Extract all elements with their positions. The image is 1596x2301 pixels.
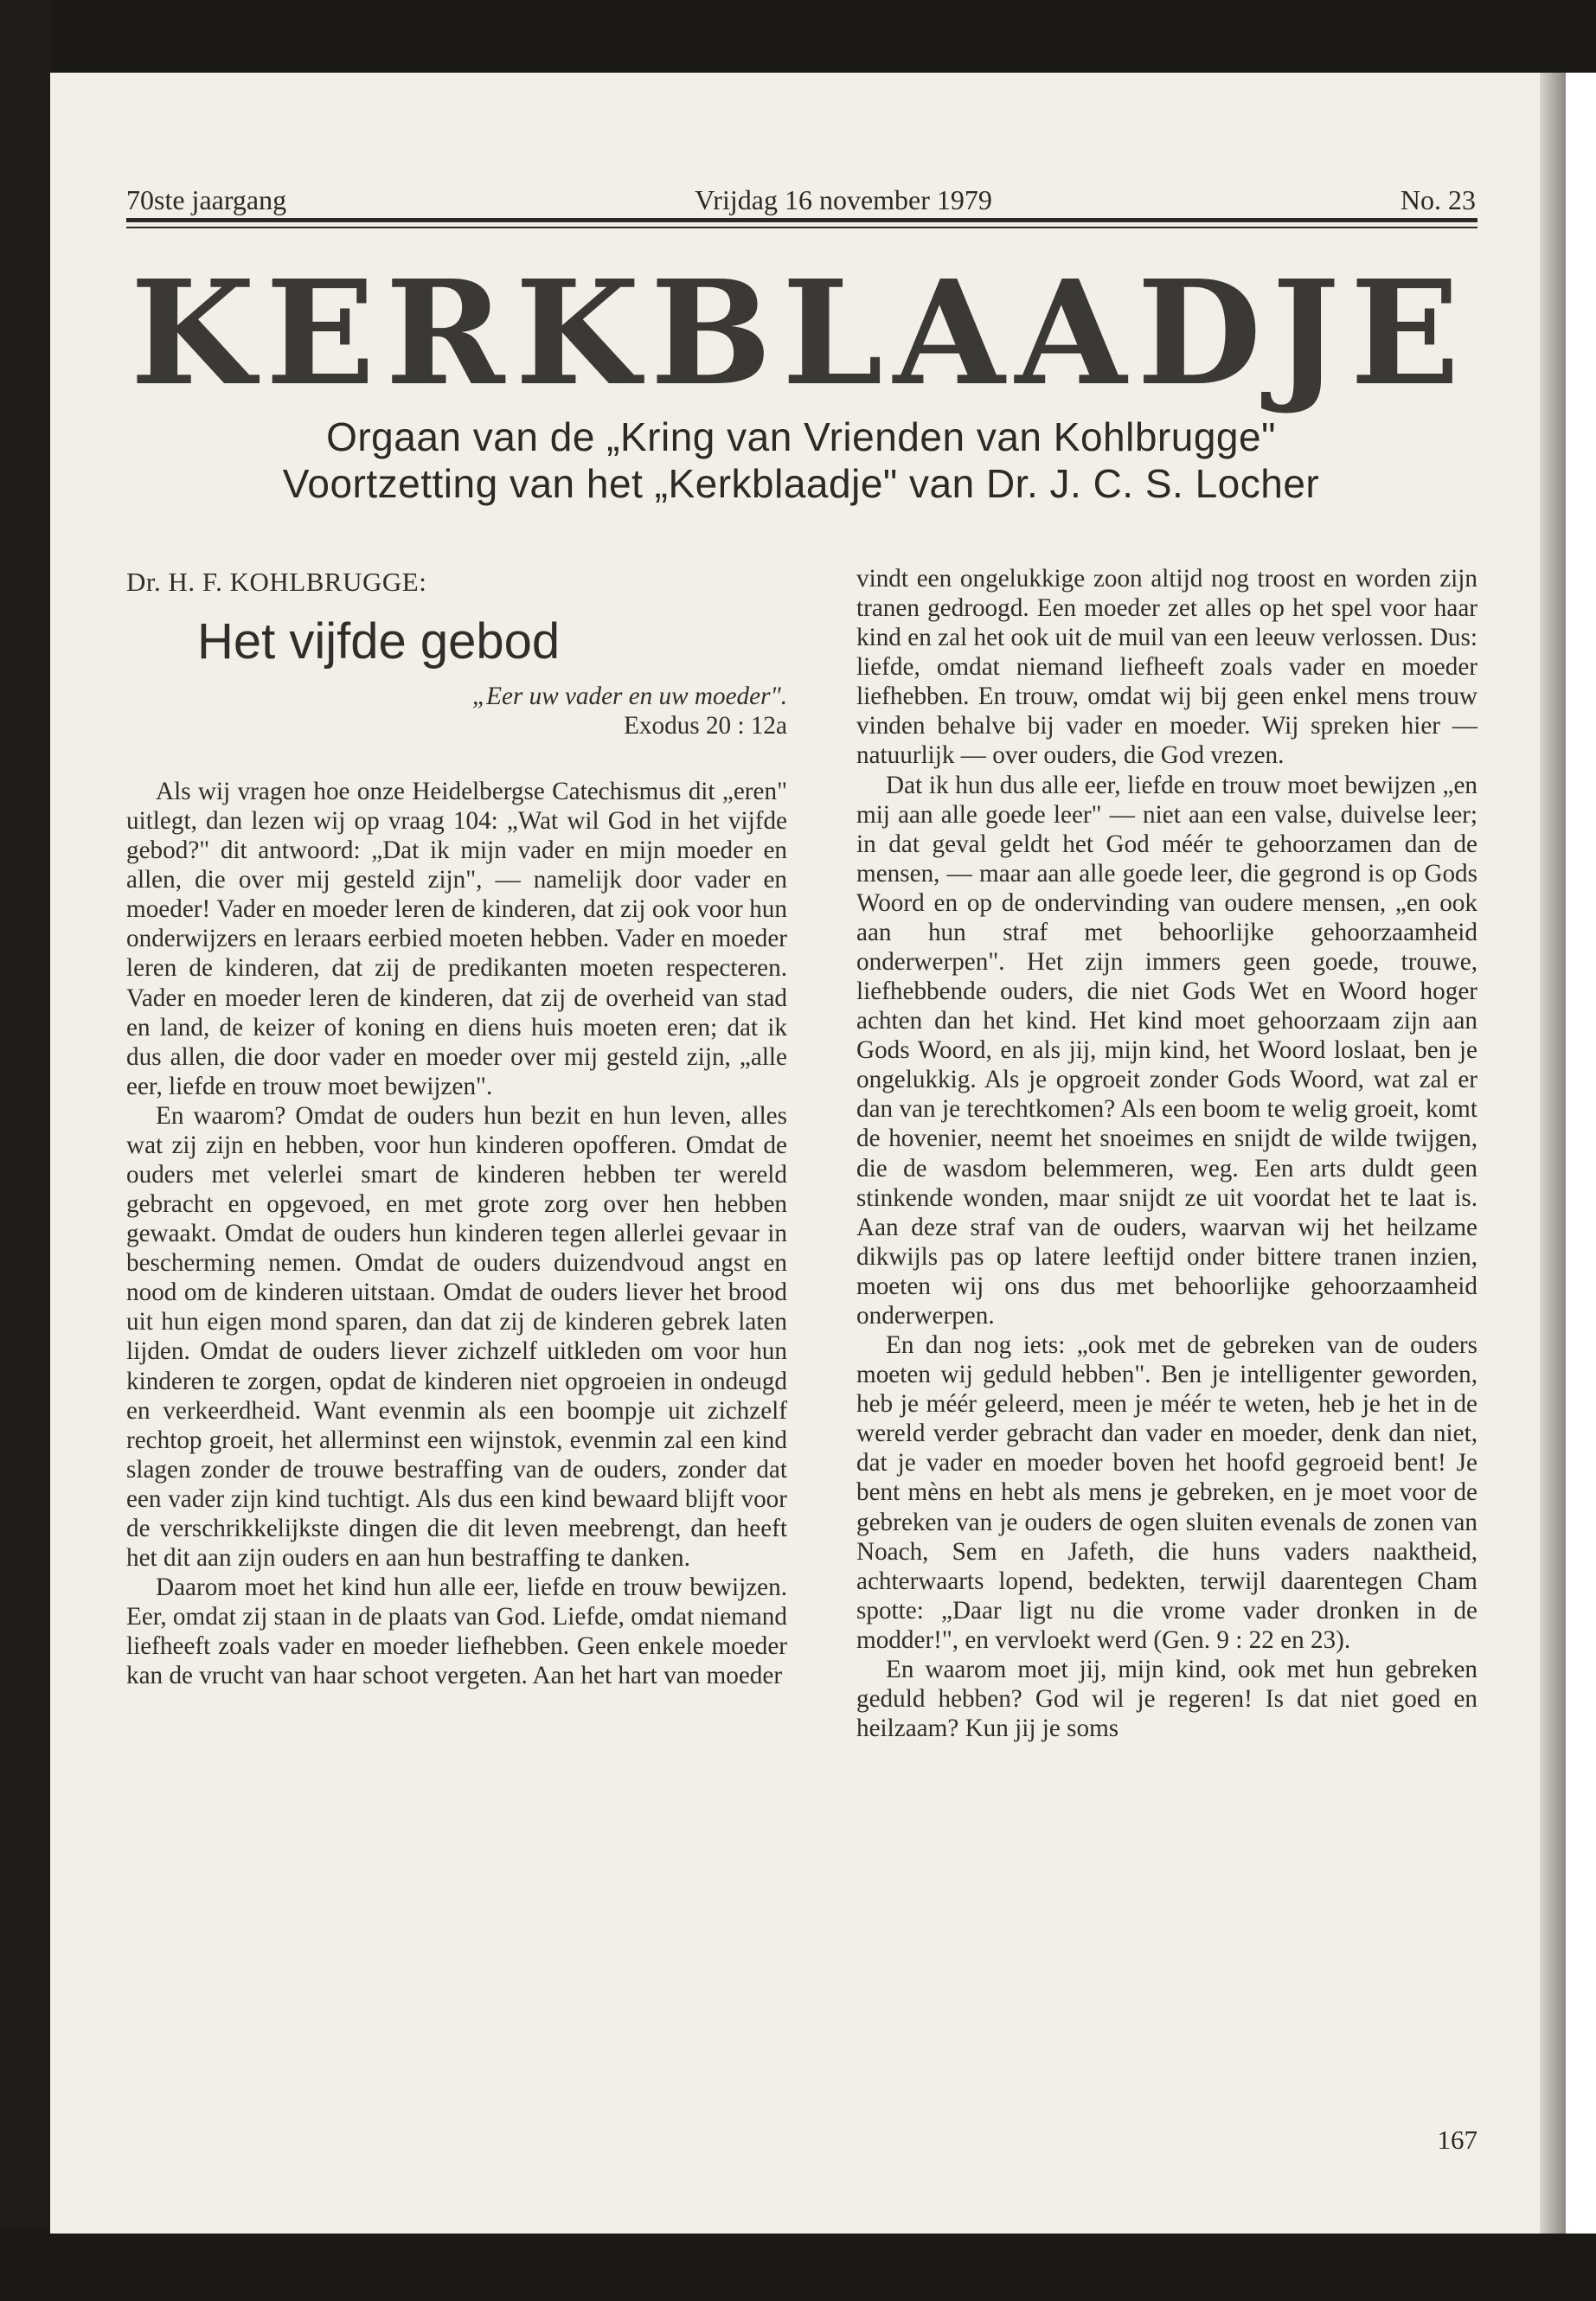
header-rule-thin [126,227,1477,228]
header-rule-thick [126,218,1477,222]
issue-number: No. 23 [1400,184,1476,215]
issue-date: Vrijdag 16 november 1979 [695,184,992,215]
scan-margin-right [1566,73,1596,2234]
article-title: Het vijfde gebod [197,613,561,670]
article-byline: Dr. H. F. KOHLBRUGGE: [126,567,427,597]
masthead-title: KERKBLAADJE [130,249,1471,418]
masthead-subtitle-continuation: Voortzetting van het „Kerkblaadje" van Dr. J. C. S. Locher [282,461,1320,506]
volume-label: 70ste jaargang [126,184,287,215]
masthead-subtitle-organ: Orgaan van de „Kring van Vrienden van Kohlbrugge" [326,414,1276,459]
article-paragraph: En waarom? Omdat de ouders hun bezit en hun leven, alles wat zij zijn en hebben, voor hun kinderen opofferen. Omdat de ouders met velerlei smart de kinderen hebben ter wereld gebracht en opgevoed, en met grote zorg over hen hebben gewaakt. Omdat de ouders hun kinderen tegen allerlei gevaar in bescherming nemen. Omdat de ouders duizendvoud angst en nood om de kinderen uitstaan. Omdat de ouders liever het brood uit hun eigen mond sparen, dan dat zij de kinderen gebrek laten lijden. Omdat de ouders liever zichzelf uitkleden om voor hun kinderen te zorgen, opdat de kinderen niet opgroeien in ondeugd en verkeerdheid. Want evenmin als een boompje uit zichzelf rechtop groeit, het allerminst een wijnstok, evenmin zal een kind slagen zonder de trouwe bestraffing van de ouders, zonder dat een vader zijn kind tuchtigt. Als dus een kind bewaard blijft voor de verschrikkelijkste dingen die dit leven meebrengt, dan heeft het dit aan zijn ouders en aan hun bestraffing te danken. [126,1101,787,1573]
scan-border-left [0,0,52,2301]
scan-border-top [0,0,1596,76]
article-column-left [126,564,787,1690]
page-number: 167 [1437,2125,1477,2155]
scripture-reference: Exodus 20 : 12a [624,712,787,740]
article-paragraph: Daarom moet het kind hun alle eer, liefde en trouw bewijzen. Eer, omdat zij staan in de plaats van God. Liefde, omdat niemand liefheeft zoals vader en moeder liefhebben. Geen enkele moeder kan de vrucht van haar schoot vergeten. Aan het hart van moeder [126,1574,787,1690]
page-edge-shadow [1540,73,1566,2234]
article-motto: „Eer uw vader en uw moeder". [471,683,787,710]
article-column-right [856,564,1477,1743]
article-paragraph: En dan nog iets: „ook met de gebreken van de ouders moeten wij geduld hebben". Ben je intelligenter geworden, heb je méér geleerd, meen je méér te weten, heb je het in de wereld verder gebracht dan vader en moeder, denk dan niet, dat je vader en moeder boven het hoofd gegroeid bent! Je bent mèns en hebt als mens je gebreken, en je moet voor de gebreken van je ouders de ogen sluiten evenals de zonen van Noach, Sem en Jafeth, die huns vaders naaktheid, achterwaarts lopend, bedekten, terwijl daarentegen Cham spotte: „Daar ligt nu die vrome vader dronken in de modder!", en vervloekt werd (Gen. 9 : 22 en 23). [856,1331,1477,1654]
article-paragraph: Als wij vragen hoe onze Heidelbergse Catechismus dit „eren" uitlegt, dan lezen wij op vraag 104: „Wat wil God in het vijfde gebod?" dit antwoord: „Dat ik mijn vader en mijn moeder en allen, die over mij gesteld zijn", — namelijk door vader en moeder! Vader en moeder leren de kinderen, dat zij ook voor hun onderwijzers en leraars eerbied moeten hebben. Vader en moeder leren de kinderen, dat zij de predikanten moeten respecteren. Vader en moeder leren de kinderen, dat zij de overheid van stad en land, de keizer of koning en diens huis moeten eren; dat ik dus allen, die door vader en moeder over mij gesteld zijn, „alle eer, liefde en trouw moet bewijzen". [126,778,787,1100]
article-paragraph: En waarom moet jij, mijn kind, ook met hun gebreken geduld hebben? God wil je regeren! Is dat niet goed en heilzaam? Kun jij je soms [856,1655,1477,1743]
scan-border-bottom [0,2230,1596,2301]
issue-header [126,173,1476,216]
article-paragraph: Dat ik hun dus alle eer, liefde en trouw moet bewijzen „en mij aan alle goede leer" — niet aan een valse, duivelse leer; in dat geval geldt het God méér te gehoorzamen dan de mensen, — maar aan alle goede leer, die gegrond is op Gods Woord en op de ondervinding van oudere mensen, „en ook aan hun straf met behoorlijke gehoorzaamheid onderwerpen". Het zijn immers geen goede, trouwe, liefhebbende ouders, die niet Gods Wet en Woord hoger achten dan het kind. Het kind moet gehoorzaam zijn aan Gods Woord, en als jij, mijn kind, het Woord loslaat, ben je ongelukkig. Als je opgroeit zonder Gods Woord, wat zal er dan van je terechtkomen? Als een boom te welig groeit, komt de hovenier, neemt het snoeimes en snijdt de wilde twijgen, die de wasdom belemmeren, weg. Een arts duldt geen stinkende wonden, maar snijdt ze uit voordat het te laat is. Aan deze straf van de ouders, waarvan wij het heilzame dikwijls pas op latere leeftijd onder bittere tranen inzien, moeten wij ons dus met behoorlijke gehoorzaamheid onderwerpen. [856,771,1477,1330]
article-paragraph: vindt een ongelukkige zoon altijd nog troost en worden zijn tranen gedroogd. Een moeder zet alles op het spel voor haar kind en zal het ook uit de muil van een leeuw verlossen. Dus: liefde, omdat niemand liefheeft zoals vader en moeder liefhebben. En trouw, omdat wij bij geen enkel mens trouw vinden behalve bij vader en moeder. Wij spreken hier — natuurlijk — over ouders, die God vrezen. [856,565,1477,770]
